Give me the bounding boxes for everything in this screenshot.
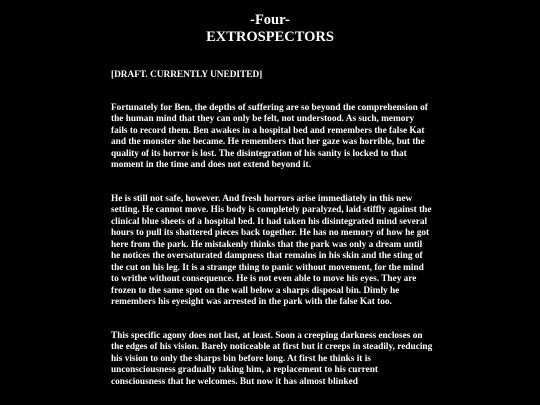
paragraph-1: Fortunately for Ben, the depths of suffering are so beyond the comprehension of the human mind that they can only be felt, not understood. As such, memory fails to record them. Ben awakes in a hospital bed and remembers the false Kat and the monster she became. He remembers that her gaze was horrible, but the quality of its horror is lost. The disintegration of his sanity is locked to that moment in the time and does not extend beyond it.: [111, 102, 428, 170]
chapter-body: [111, 70, 433, 405]
paragraph-2: He is still not safe, however. And fresh horrors arise immediately in this new setting. He cannot move. His body is completely paralyzed, laid stiffly against the clinical blue sheets of a hospital bed. It had taken his disintegrated mind several hours to pull its shattered pieces back together. He has no memory of how he got here from the park. He mistakenly thinks that the park was only a dream until he notices the oversaturated dampness that remains in his skin and the sting of the cut on his leg. It is a strange thing to panic without movement, for the mind to writhe without consequence. He is not even able to move his eyes. They are frozen to the same spot on the wall below a sharps disposal bin. Dimly he remembers his eyesight was arrested in the park with the false Kat too.: [111, 193, 432, 307]
chapter-heading: [0, 12, 540, 46]
draft-note: [DRAFT. CURRENTLY UNEDITED]: [111, 70, 263, 80]
chapter-title: EXTROSPECTORS: [206, 29, 334, 45]
paragraph-3: This specific agony does not last, at least. Soon a creeping darkness encloses on the edges of his vision. Barely noticeable at first but it creeps in steadily, reducing his vision to only the sharps bin before long. At first he thinks it is unconsciousness gradually taking him, a replacement to his current consciousness that he welcomes. But now it has almost blinked: [111, 330, 433, 387]
chapter-number: -Four-: [250, 12, 290, 28]
